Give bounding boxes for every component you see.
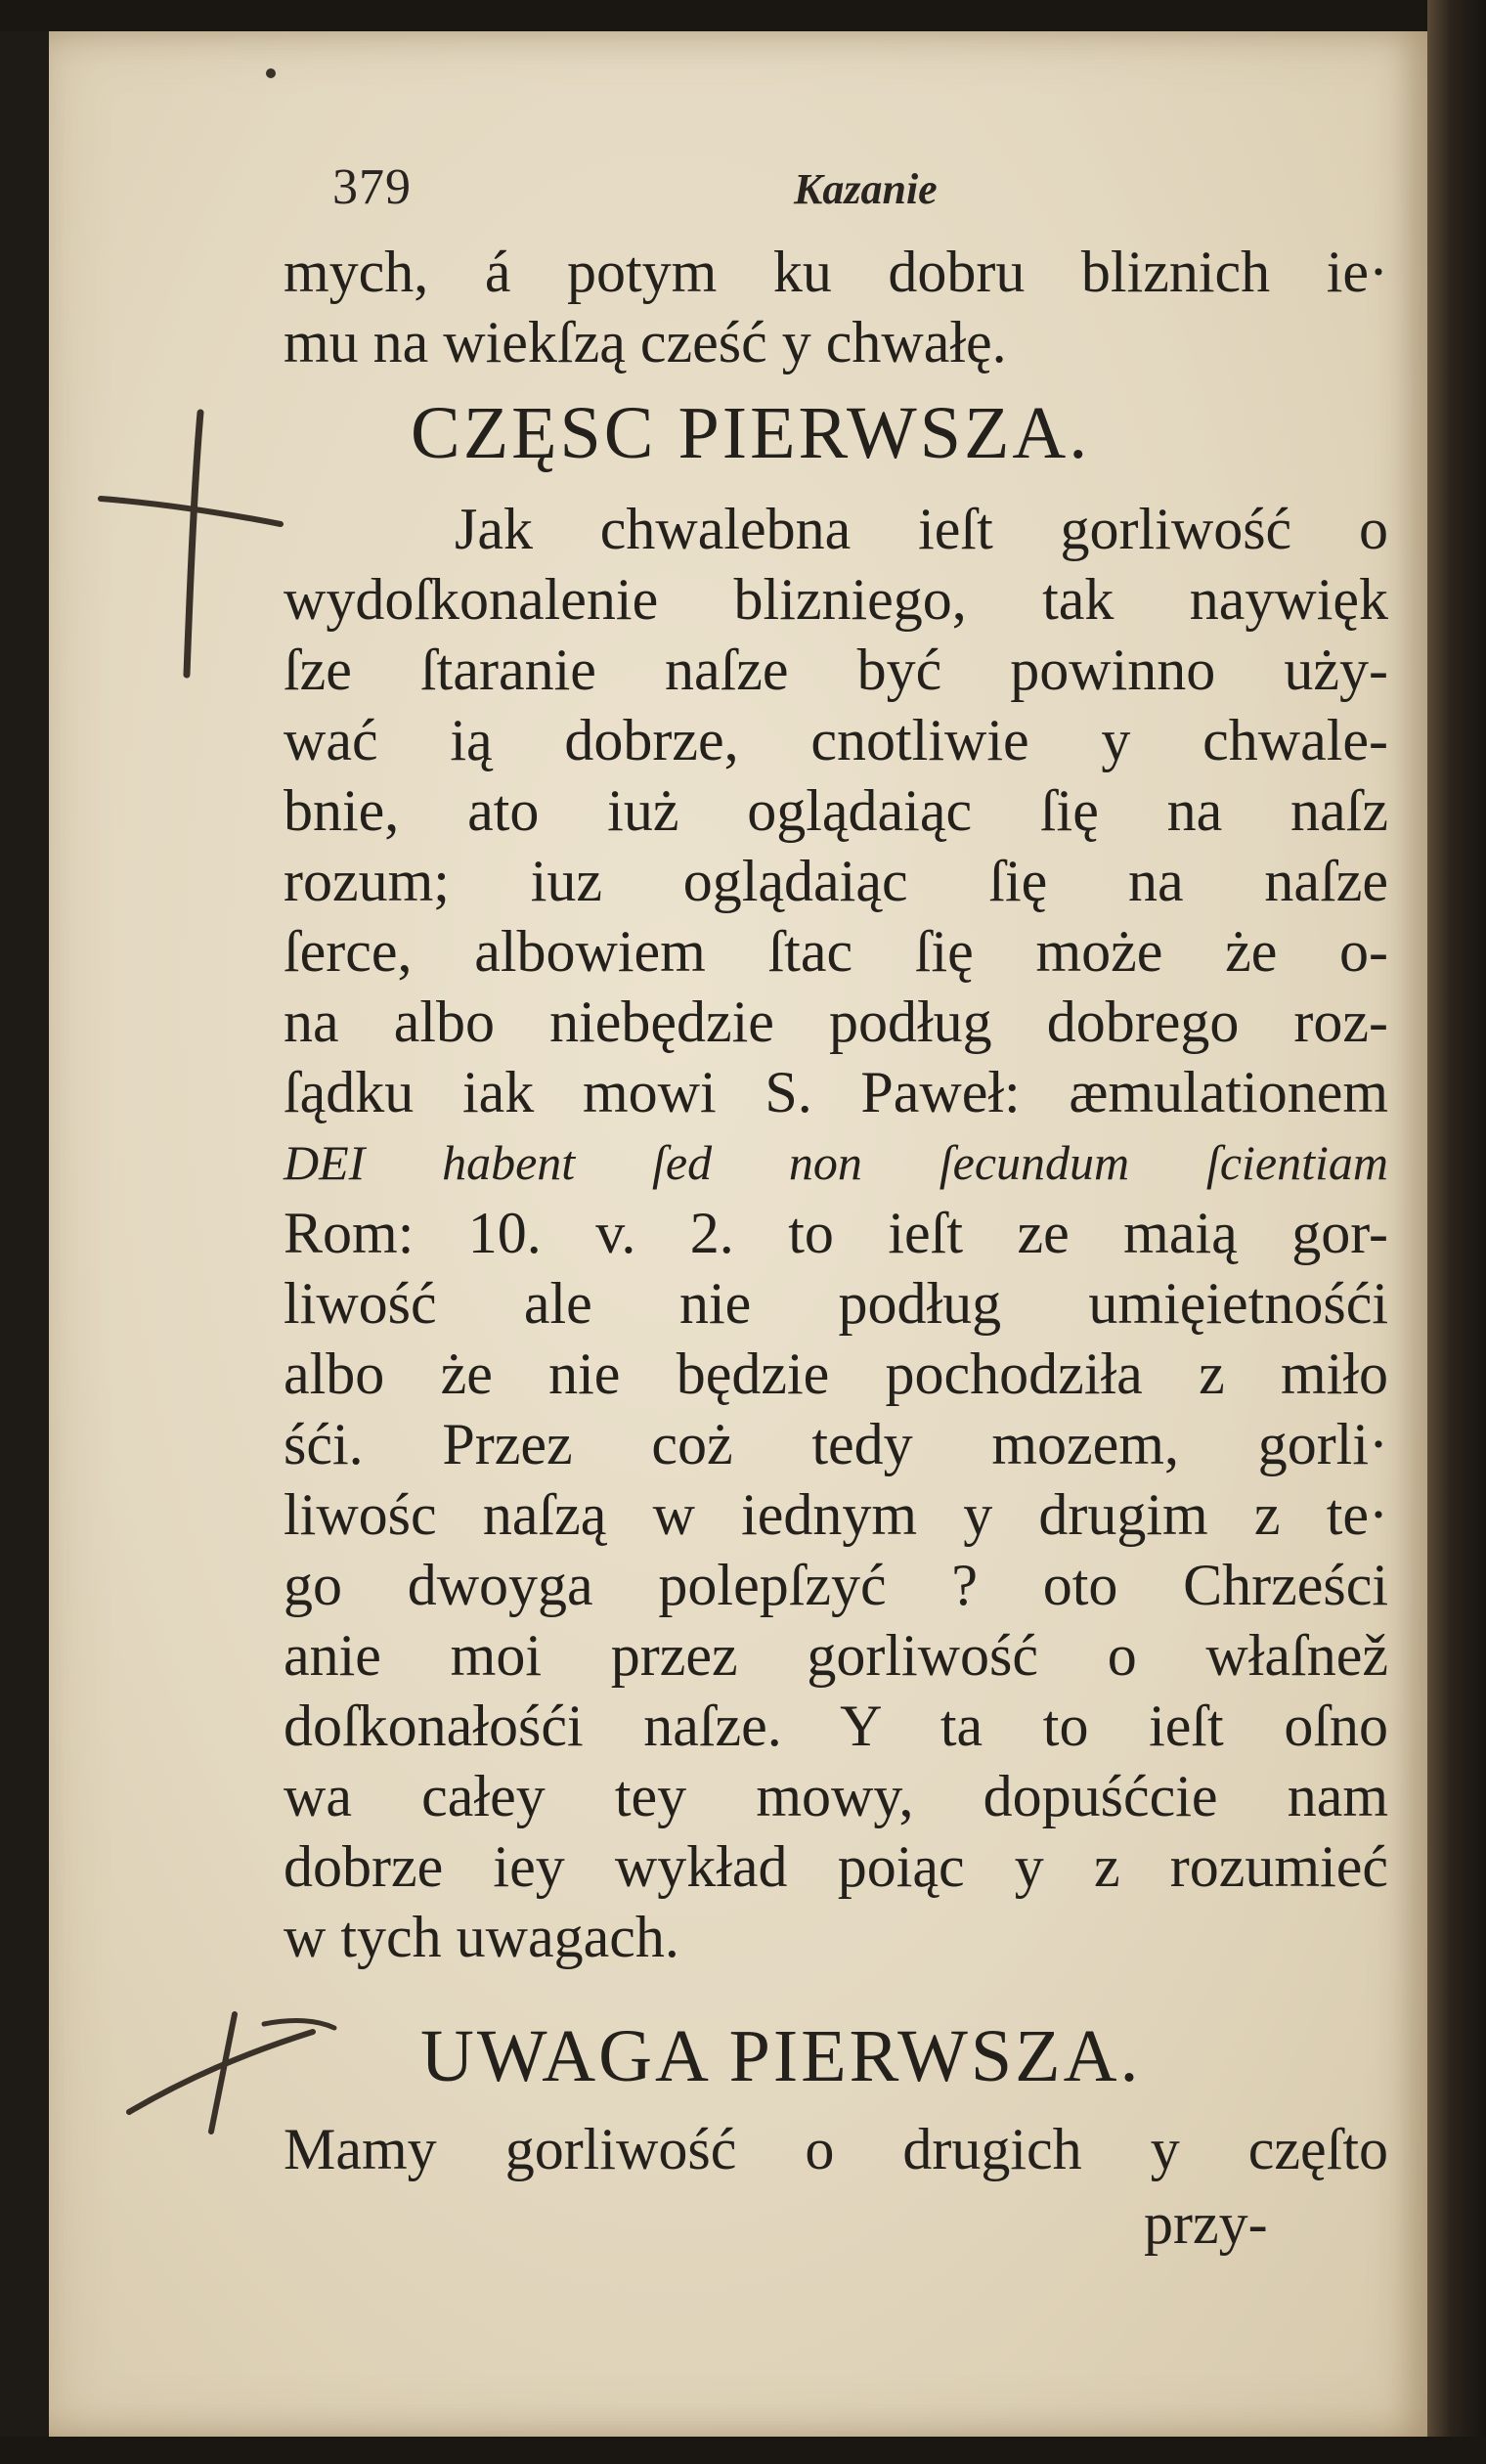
text-line: Mamy gorliwość o drugich y częſto [284,2117,1388,2181]
text-line: rozum; iuz oglądaiąc ſię na naſze [284,849,1388,913]
book-spine-edge [1427,0,1486,2464]
text-line: Rom: 10. v. 2. to ieſt ze maią gor- [284,1201,1388,1265]
text-line: mu na wiekſzą cześć y chwałę. [284,310,1007,374]
section-heading: UWAGA PIERWSZA. [420,2015,1142,2097]
catchword: przy- [1144,2191,1268,2256]
section-heading: CZĘSC PIERWSZA. [411,392,1091,474]
ink-speck [266,68,276,78]
manuscript-cross-mark-icon [93,401,288,694]
text-line: dobrze iey wykład poiąc y z rozumieć [284,1834,1388,1899]
text-line: bnie, ato iuż oglądaiąc ſię na naſz [284,778,1388,843]
text-line: albo że nie będzie pochodziła z miło [284,1342,1388,1406]
text-line: doſkonałośći naſze. Y ta to ieſt oſno [284,1694,1388,1758]
text-line: wydoſkonalenie blizniego, tak naywięk [284,567,1388,632]
text-line: liwość ale nie podług umięietnośći [284,1271,1388,1336]
text-line: w tych uwagach. [284,1905,679,1969]
text-line: na albo niebędzie podług dobrego roz- [284,990,1388,1054]
page-number: 379 [332,159,412,215]
scan-top-border [0,0,1486,31]
text-line: anie moi przez gorliwość o właſnež [284,1623,1388,1688]
text-line: ſądku iak mowi S. Paweł: æmulationem [284,1060,1388,1124]
text-line: ſerce, albowiem ſtac ſię może że o- [284,919,1388,984]
running-title: Kazanie [794,165,938,213]
text-line: wać ią dobrze, cnotliwie y chwale- [284,708,1388,772]
text-line: mych, á potym ku dobru bliznich ie· [284,240,1388,304]
text-line: liwośc naſzą w iednym y drugim z te· [284,1482,1388,1547]
text-line: go dwoyga polepſzyć ? oto Chrześci [284,1553,1388,1617]
text-line: Jak chwalebna ieſt gorliwość o [455,497,1388,561]
text-line: śći. Przez coż tedy mozem, gorli· [284,1412,1388,1476]
scan-bottom-border [0,2437,1486,2464]
latin-quotation: DEI habent ſed non ſecundum ſcientiam [284,1135,1388,1190]
text-line: ſze ſtaranie naſze być powinno uży- [284,638,1388,702]
text-line: wa całey tey mowy, dopuśćcie nam [284,1764,1388,1828]
